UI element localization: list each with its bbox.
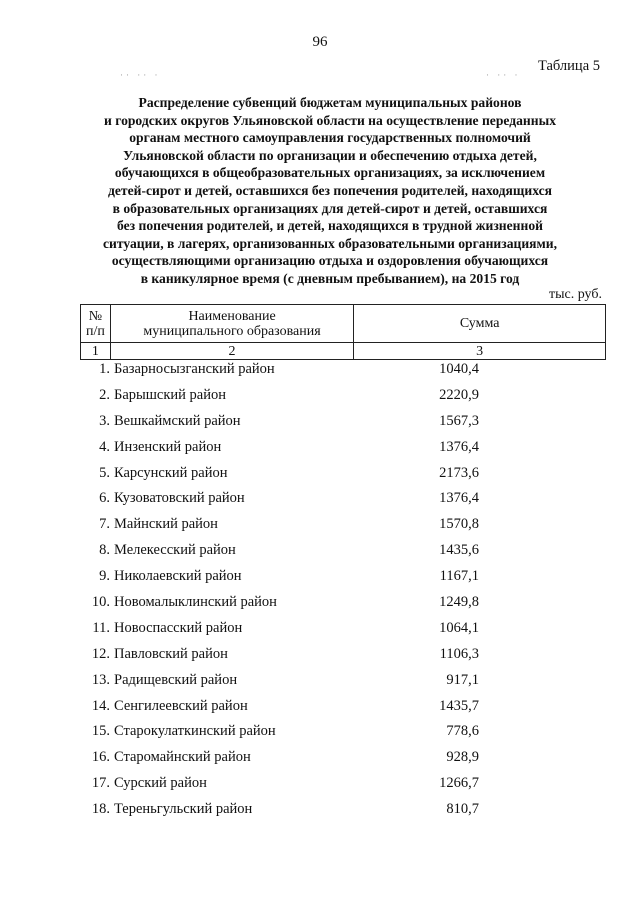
row-name: Карсунский район — [114, 464, 228, 481]
header-name-line2: муниципального образования — [143, 323, 321, 339]
header-row — [81, 305, 606, 343]
row-number: 4. — [99, 438, 110, 455]
row-sum: 928,9 — [446, 749, 479, 766]
row-number: 5. — [99, 464, 110, 481]
table-row — [80, 436, 606, 462]
title-line: без попечения родителей, и детей, находящихся в трудной жизненной — [117, 218, 543, 234]
row-number: 9. — [99, 568, 110, 585]
row-name: Инзенский район — [114, 438, 222, 455]
row-sum: 2220,9 — [439, 386, 479, 403]
row-sum: 1376,4 — [439, 438, 479, 455]
row-sum: 1435,7 — [439, 697, 479, 714]
table-row — [80, 746, 606, 772]
table-row — [80, 591, 606, 617]
title-line: детей-сирот и детей, оставшихся без попечения родителей, находящихся — [108, 182, 552, 198]
row-sum: 1249,8 — [439, 594, 479, 611]
row-number: 13. — [91, 671, 110, 688]
row-number: 16. — [91, 749, 110, 766]
row-sum: 1040,4 — [439, 361, 479, 377]
scan-artifact: ·· ·· · — [120, 70, 161, 80]
title-line: в каникулярное время (с дневным пребыванием), на 2015 год — [140, 270, 520, 286]
title-line: и городских округов Ульяновской области на осуществление переданных — [104, 112, 556, 128]
table-row — [80, 669, 606, 695]
header-num — [81, 305, 111, 343]
row-sum: 1570,8 — [439, 516, 479, 533]
row-name: Сурский район — [114, 775, 207, 792]
table-row — [80, 695, 606, 721]
row-sum: 1266,7 — [439, 775, 479, 792]
row-name: Вешкаймский район — [114, 412, 241, 429]
row-name: Старомайнский район — [114, 749, 251, 766]
row-number: 7. — [99, 516, 110, 533]
row-name: Павловский район — [114, 645, 228, 662]
row-name: Сенгилеевский район — [114, 697, 248, 714]
table-row — [80, 565, 606, 591]
header-num-line1: № — [88, 308, 103, 324]
title-line: осуществляющими организацию отдыха и оздоровления обучающихся — [111, 253, 549, 269]
row-name: Радищевский район — [114, 671, 238, 688]
table-row — [80, 798, 606, 824]
row-number: 6. — [99, 490, 110, 507]
title-line: ситуации, в лагерях, организованных образовательными организациями, — [102, 235, 558, 251]
row-sum: 1064,1 — [439, 619, 479, 636]
table-header — [80, 304, 606, 360]
table-row — [80, 410, 606, 436]
page-number: 96 — [312, 34, 328, 50]
title-line: обучающихся в общеобразовательных организациях, за исключением — [114, 165, 546, 181]
table-row — [80, 539, 606, 565]
row-name: Майнский район — [114, 516, 218, 533]
row-sum: 1376,4 — [439, 490, 479, 507]
row-number: 10. — [91, 594, 110, 611]
table-row — [80, 643, 606, 669]
row-number: 18. — [91, 801, 110, 818]
table-row — [80, 358, 606, 384]
row-sum: 1106,3 — [439, 645, 479, 662]
table-row — [80, 513, 606, 539]
table-row — [80, 617, 606, 643]
row-number: 14. — [91, 697, 110, 714]
document-title — [70, 94, 590, 288]
column-number-row — [81, 343, 606, 360]
row-number: 15. — [91, 723, 110, 740]
row-number: 8. — [99, 542, 110, 559]
row-number: 11. — [92, 619, 110, 636]
row-name: Тереньгульский район — [114, 801, 253, 818]
row-sum: 1435,6 — [439, 542, 479, 559]
row-sum: 1167,1 — [439, 568, 479, 585]
row-number: 3. — [99, 412, 110, 429]
table-row — [80, 487, 606, 513]
header-num-line2: п/п — [85, 323, 105, 339]
row-number: 12. — [91, 645, 110, 662]
row-number: 1. — [99, 361, 110, 377]
row-name: Кузоватовский район — [114, 490, 245, 507]
header-name — [110, 305, 353, 343]
row-name: Николаевский район — [114, 568, 242, 585]
row-sum: 810,7 — [446, 801, 479, 818]
table-row — [80, 462, 606, 488]
row-name: Новомалыклинский район — [114, 594, 277, 611]
row-name: Мелекесский район — [114, 542, 236, 559]
header-sum: Сумма — [354, 305, 606, 343]
col-number-1: 1 — [81, 343, 111, 360]
scan-artifact: · ·· · — [486, 70, 521, 80]
title-line: органам местного самоуправления государственных полномочий — [129, 130, 531, 146]
row-sum: 778,6 — [446, 723, 479, 740]
table-row — [80, 720, 606, 746]
row-number: 2. — [99, 386, 110, 403]
row-name: Старокулаткинский район — [114, 723, 276, 740]
units-label: тыс. руб. — [549, 287, 602, 302]
col-number-3: 3 — [354, 343, 606, 360]
row-name: Новоспасский район — [114, 619, 243, 636]
table-row — [80, 384, 606, 410]
row-sum: 2173,6 — [439, 464, 479, 481]
row-number: 17. — [91, 775, 110, 792]
row-name: Базарносызганский район — [114, 361, 275, 377]
header-name-line1: Наименование — [188, 308, 276, 324]
table-row — [80, 772, 606, 798]
table-body — [80, 358, 606, 824]
row-sum: 917,1 — [446, 671, 479, 688]
row-name: Барышский район — [114, 386, 226, 403]
title-line: в образовательных организациях для детей-сирот и детей, оставшихся — [112, 200, 548, 216]
title-line: Ульяновской области по организации и обеспечению отдыха детей, — [123, 147, 537, 163]
row-sum: 1567,3 — [439, 412, 479, 429]
table-label: Таблица 5 — [537, 58, 600, 74]
title-line: Распределение субвенций бюджетам муниципальных районов — [138, 95, 522, 110]
col-number-2: 2 — [110, 343, 353, 360]
